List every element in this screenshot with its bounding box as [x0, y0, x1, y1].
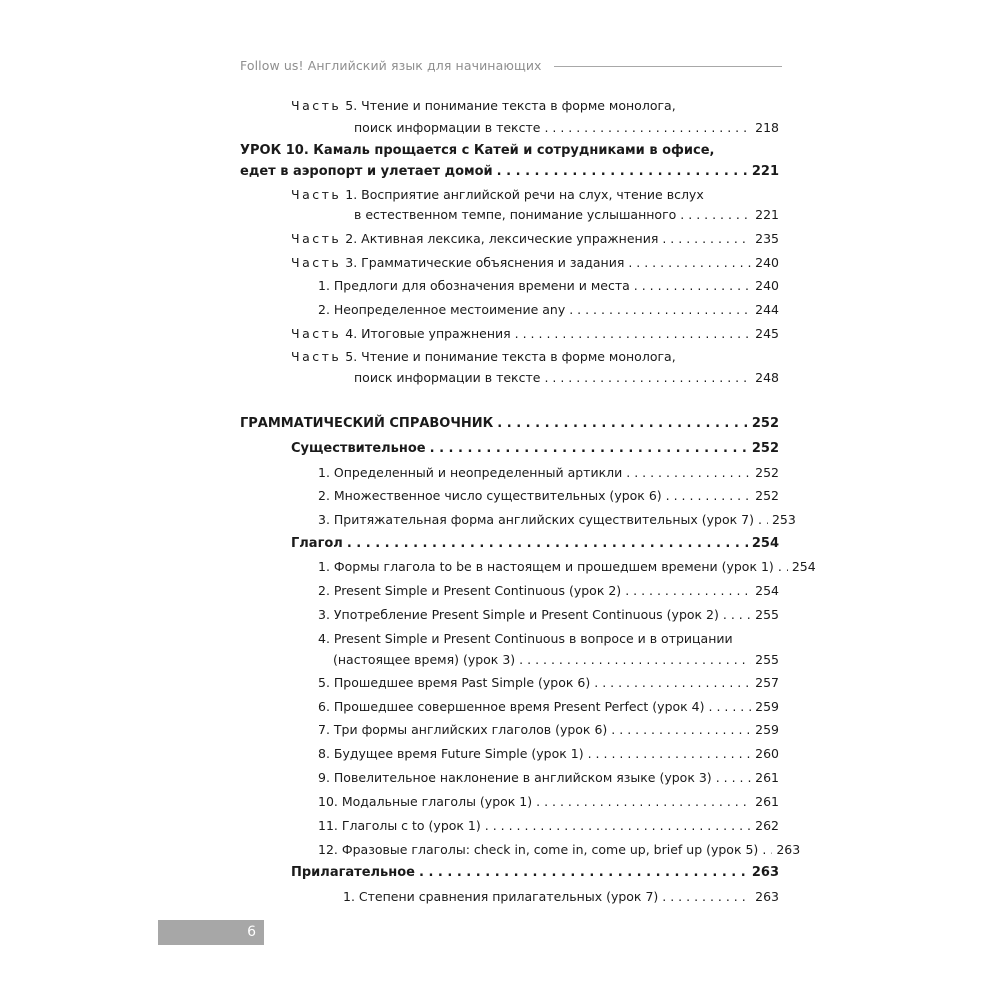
dot-leader [569, 299, 751, 321]
toc-part5-line2[interactable]: поиск информации в тексте . . . 248 [354, 367, 779, 389]
dot-leader [544, 117, 751, 139]
toc-adjective-item[interactable]: 1. Степени сравнения прилагательных (урок 7) . . . 263 [343, 886, 779, 908]
page-number: 254 [791, 559, 816, 574]
dot-leader [497, 413, 748, 435]
dot-leader [778, 556, 788, 578]
toc-section-adjective[interactable]: Прилагательное . . . 263 [291, 862, 779, 884]
dot-leader [634, 275, 751, 297]
toc-verb-item[interactable]: 11. Глаголы с to (урок 1) . . . 262 [318, 815, 779, 837]
page-number: 261 [755, 794, 779, 809]
page-number-tab [158, 920, 264, 945]
dot-leader [519, 649, 751, 671]
toc-verb-item[interactable]: 1. Формы глагола to be в настоящем и прошедшем времени (урок 1) . . . 254 [318, 556, 779, 578]
page-number: 221 [755, 207, 779, 222]
page-number: 257 [755, 675, 779, 690]
page-number: 260 [755, 746, 779, 761]
toc-part2[interactable]: Часть 2. Активная лексика, лексические упражнения . . . 235 [291, 228, 779, 250]
toc-verb-item[interactable]: 7. Три формы английских глаголов (урок 6) . . . 259 [318, 719, 779, 741]
dot-leader [588, 743, 752, 765]
toc-noun-item[interactable]: 1. Определенный и неопределенный артикли . . . 252 [318, 462, 779, 484]
page-number: 252 [755, 488, 779, 503]
page-number: 240 [755, 255, 779, 270]
book-title: Follow us! Английский язык для начинающих [240, 57, 542, 73]
page-number: 240 [755, 278, 779, 293]
toc-part1-line1: Часть 1. Восприятие английской речи на слух, чтение вслух [291, 187, 704, 202]
page-number: 252 [755, 465, 779, 480]
running-header [240, 55, 782, 75]
dot-leader [709, 696, 752, 718]
toc-verb-item[interactable]: 3. Употребление Present Simple и Present Continuous (урок 2) . . . 255 [318, 604, 779, 626]
dot-leader [497, 161, 748, 183]
dot-leader [544, 367, 751, 389]
toc-verb-item[interactable]: 2. Present Simple и Present Continuous (урок 2) . . . 254 [318, 580, 779, 602]
page-number: 253 [771, 512, 796, 527]
toc-verb-item[interactable]: 8. Будущее время Future Simple (урок 1) . . . 260 [318, 743, 779, 765]
page-number: 259 [755, 699, 779, 714]
toc-verb-item[interactable]: (настоящее время) (урок 3) . . . 255 [333, 649, 779, 671]
header-rule [554, 66, 782, 67]
dot-leader [625, 580, 751, 602]
page-number: 252 [751, 441, 779, 456]
toc-lesson10-title-line1: УРОК 10. Камаль прощается с Катей и сотрудниками в офисе, [240, 143, 715, 158]
toc-verb-item[interactable]: 5. Прошедшее время Past Simple (урок 6) . . . 257 [318, 672, 779, 694]
toc-part5-prev-line2[interactable]: поиск информации в тексте . . . 218 [354, 117, 779, 139]
dot-leader [347, 533, 748, 555]
page-number: 254 [755, 583, 779, 598]
page-number: 218 [755, 120, 779, 135]
page-number: 248 [755, 370, 779, 385]
page-number: 263 [776, 842, 801, 857]
toc-part5-prev-line1: Часть 5. Чтение и понимание текста в форме монолога, [291, 98, 676, 113]
dot-leader [626, 462, 751, 484]
toc-grammar-reference[interactable]: ГРАММАТИЧЕСКИЙ СПРАВОЧНИК . . . 252 [240, 413, 779, 435]
toc-part3-sub2[interactable]: 2. Неопределенное местоимение any . . . 244 [318, 299, 779, 321]
page-number: 245 [755, 326, 779, 341]
toc-verb-item-4-line1: 4. Present Simple и Present Continuous в вопросе и в отрицании [318, 631, 733, 646]
dot-leader [430, 438, 748, 460]
page-number: 244 [755, 302, 779, 317]
dot-leader [485, 815, 751, 837]
toc-section-noun[interactable]: Существительное . . . 252 [291, 438, 779, 460]
toc-section-verb[interactable]: Глагол . . . 254 [291, 533, 779, 555]
toc-part5-line1: Часть 5. Чтение и понимание текста в форме монолога, [291, 349, 676, 364]
toc-noun-item[interactable]: 2. Множественное число существительных (урок 6) . . . 252 [318, 485, 779, 507]
page-number: 263 [755, 889, 779, 904]
dot-leader [611, 719, 751, 741]
dot-leader [716, 767, 751, 789]
page-number-label: 6 [247, 924, 256, 940]
toc-verb-item[interactable]: 6. Прошедшее совершенное время Present Perfect (урок 4) . . . 259 [318, 696, 779, 718]
toc-part1-line2[interactable]: в естественном темпе, понимание услышанного . . . 221 [354, 204, 779, 226]
page-number: 259 [755, 722, 779, 737]
dot-leader [419, 862, 748, 884]
dot-leader [594, 672, 751, 694]
page-number: 254 [751, 536, 779, 551]
dot-leader [515, 323, 751, 345]
dot-leader [762, 839, 772, 861]
page-number: 221 [751, 164, 779, 179]
page-number: 255 [755, 607, 779, 622]
page-number: 255 [755, 652, 779, 667]
dot-leader [662, 886, 751, 908]
toc-verb-item[interactable]: 12. Фразовые глаголы: check in, come in, come up, brief up (урок 5) . . . 263 [318, 839, 779, 861]
dot-leader [536, 791, 751, 813]
dot-leader [628, 252, 751, 274]
toc-lesson10-title-line2[interactable]: едет в аэропорт и улетает домой . . . 221 [240, 161, 779, 183]
toc-verb-item[interactable]: 10. Модальные глаголы (урок 1) . . . 261 [318, 791, 779, 813]
toc-part4[interactable]: Часть 4. Итоговые упражнения . . . 245 [291, 323, 779, 345]
dot-leader [758, 509, 768, 531]
toc-noun-item[interactable]: 3. Притяжательная форма английских существительных (урок 7) . . . 253 [318, 509, 779, 531]
dot-leader [666, 485, 751, 507]
toc-part3-sub1[interactable]: 1. Предлоги для обозначения времени и места . . . 240 [318, 275, 779, 297]
page-number: 235 [755, 231, 779, 246]
toc-part3[interactable]: Часть 3. Грамматические объяснения и задания . . . 240 [291, 252, 779, 274]
page-number: 261 [755, 770, 779, 785]
dot-leader [723, 604, 751, 626]
toc-verb-item[interactable]: 9. Повелительное наклонение в английском языке (урок 3) . . . 261 [318, 767, 779, 789]
page-number: 263 [751, 865, 779, 880]
dot-leader [662, 228, 751, 250]
dot-leader [680, 204, 751, 226]
page-number: 252 [751, 416, 779, 431]
page-number: 262 [755, 818, 779, 833]
